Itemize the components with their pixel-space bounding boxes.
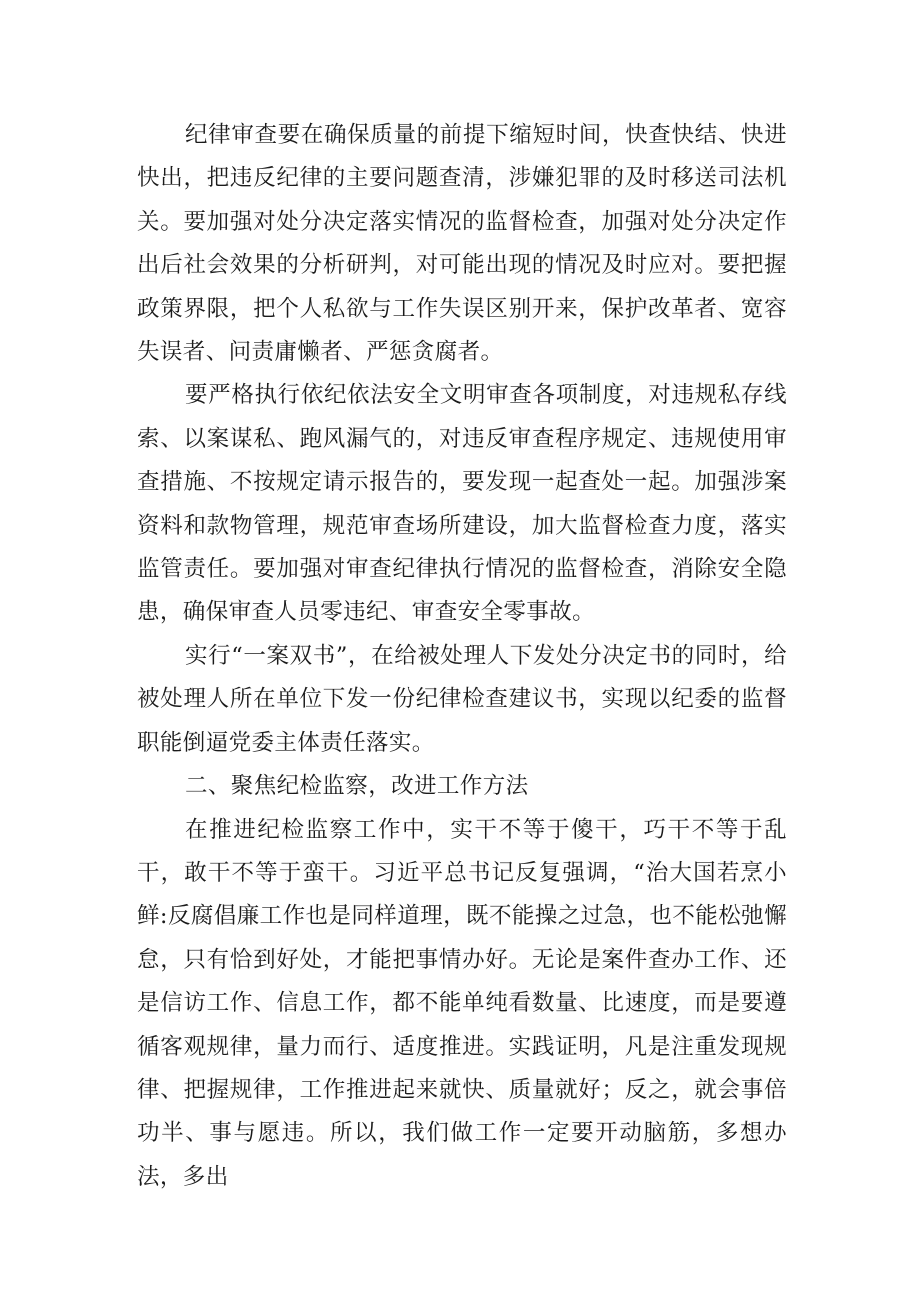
- paragraph-one-case-two-books: 实行“一案双书”，在给被处理人下发处分决定书的同时，给被处理人所在单位下发一份纪律检查建议书，实现以纪委的监督职能倒逼党委主体责任落实。: [137, 642, 787, 756]
- document-body: [137, 114, 787, 1199]
- paragraph-work-methods: 在推进纪检监察工作中，实干不等于傻干，巧干不等于乱干，敢干不等于蛮干。习近平总书记反复强调，“治大国若烹小鲜:反腐倡廉工作也是同样道理，既不能操之过急，也不能松弛懈怠，只有恰到好处，才能把事情办好。无论是案件查办工作、还是信访工作、信息工作，都不能单纯看数量、比速度，而是要遵循客观规律，量力而行、适度推进。实践证明，凡是注重发现规律、把握规律，工作推进起来就快、质量就好；反之，就会事倍功半、事与愿违。所以，我们做工作一定要开动脑筋，多想办法，多出: [137, 816, 787, 1190]
- paragraph-review-rules: 要严格执行依纪依法安全文明审查各项制度，对违规私存线索、以案谋私、跑风漏气的，对违反审查程序规定、违规使用审查措施、不按规定请示报告的，要发现一起查处一起。加强涉案资料和款物管理，规范审查场所建设，加大监督检查力度，落实监管责任。要加强对审查纪律执行情况的监督检查，消除安全隐患，确保审查人员零违纪、审查安全零事故。: [137, 382, 787, 626]
- section-heading: 二、聚焦纪检监察，改进工作方法: [185, 773, 529, 800]
- paragraph-review-time: 纪律审查要在确保质量的前提下缩短时间，快查快结、快进快出，把违反纪律的主要问题查清，涉嫌犯罪的及时移送司法机关。要加强对处分决定落实情况的监督检查，加强对处分决定作出后社会效果的分析研判，对可能出现的情况及时应对。要把握政策界限，把个人私欲与工作失误区别开来，保护改革者、宽容失误者、问责庸懒者、严惩贪腐者。: [137, 122, 787, 366]
